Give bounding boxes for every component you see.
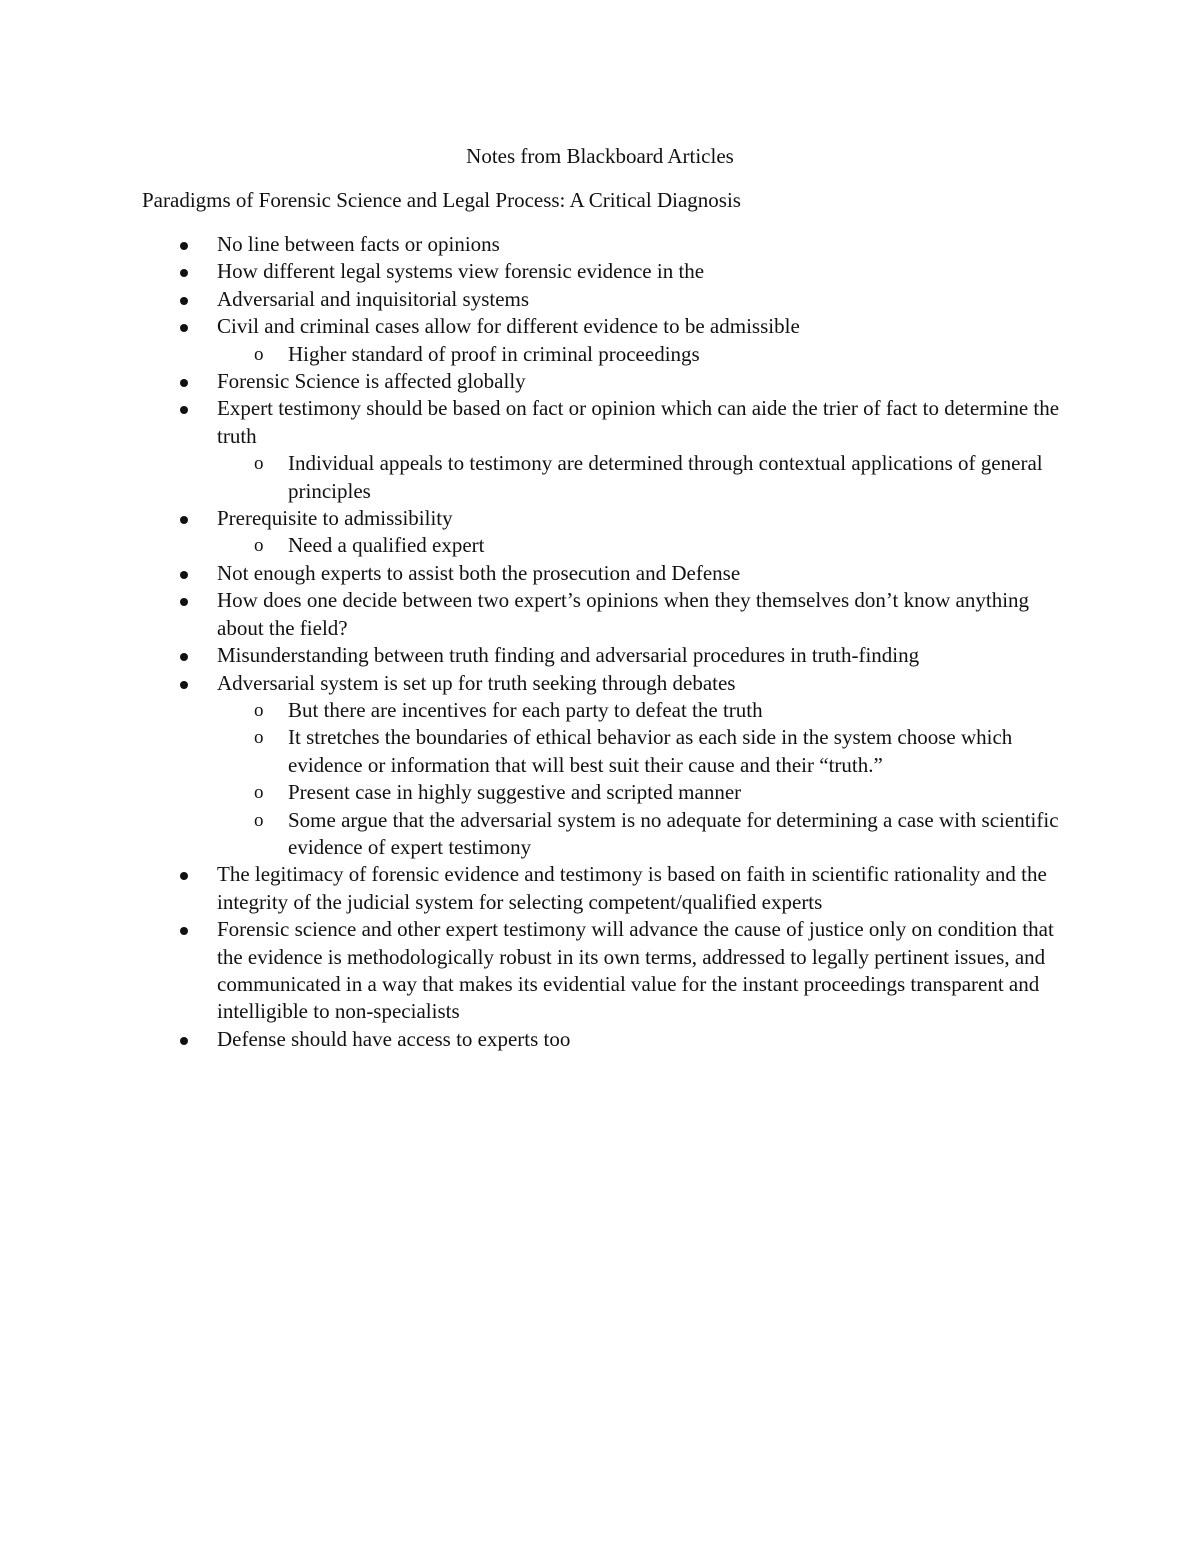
list-item [0, 313, 1067, 340]
list-item [0, 395, 1067, 450]
list-item [0, 1026, 1067, 1053]
list-item-text: Forensic Science is affected globally [217, 369, 526, 394]
sub-bullet-icon: o [254, 727, 264, 749]
sub-bullet-icon: o [254, 535, 264, 557]
list-item [0, 560, 1067, 587]
list-item [0, 286, 1067, 313]
bullet-icon [180, 242, 188, 250]
bullet-icon [180, 379, 188, 387]
bullet-icon [180, 571, 188, 579]
bullet-icon [180, 598, 188, 606]
bullet-icon [180, 324, 188, 332]
list-item [0, 861, 1067, 916]
bullet-icon [180, 297, 188, 305]
bullet-icon [180, 1037, 188, 1045]
sub-list-item [0, 807, 1068, 862]
list-item-text: Some argue that the adversarial system is no adequate for determining a case with scientific evidence of expert testimony [288, 807, 1059, 859]
list-item-text: But there are incentives for each party to defeat the truth [288, 697, 763, 722]
sub-list-item [0, 341, 1068, 368]
list-item-text: Defense should have access to experts too [217, 1026, 571, 1051]
sub-list-item [0, 724, 1068, 779]
list-item-text: How does one decide between two expert’s opinions when they themselves don’t know anything about the field? [217, 588, 1030, 640]
bullet-icon [180, 872, 188, 880]
bullet-icon [180, 927, 188, 935]
sub-list-item [0, 779, 1068, 806]
list-item-text: Not enough experts to assist both the prosecution and Defense [217, 560, 741, 585]
list-item-text: It stretches the boundaries of ethical behavior as each side in the system choose which evidence or information that will best suit their cause and their “truth.” [288, 725, 1013, 777]
list-item [0, 670, 1067, 697]
list-item-text: Present case in highly suggestive and scripted manner [288, 780, 742, 805]
list-item-text: How different legal systems view forensic evidence in the [217, 259, 705, 284]
sub-bullet-icon: o [254, 699, 264, 721]
list-item-text: Need a qualified expert [288, 533, 485, 558]
list-item [0, 258, 1067, 285]
sub-list-item [0, 697, 1068, 724]
list-item-text: Individual appeals to testimony are determined through contextual applications of general principles [288, 451, 1043, 503]
list-item-text: Misunderstanding between truth finding and adversarial procedures in truth-finding [217, 643, 920, 668]
list-item-text: The legitimacy of forensic evidence and testimony is based on faith in scientific rationality and the integrity of the judicial system for selecting competent/qualified experts [217, 862, 1047, 914]
bullet-icon [180, 653, 188, 661]
sub-bullet-icon: o [254, 782, 264, 804]
bullet-icon [180, 681, 188, 689]
list-item-text: Expert testimony should be based on fact or opinion which can aide the trier of fact to determine the truth [217, 396, 1060, 448]
sub-bullet-icon: o [254, 809, 264, 831]
sub-bullet-icon: o [254, 343, 264, 365]
list-item-text: Forensic science and other expert testimony will advance the cause of justice only on condition that the evidence is methodologically robust in its own terms, addressed to legally pertinent issues, and communicated in a way that makes its evidential value for the instant proceedings transparent and intelligible to non-specialists [217, 917, 1054, 1024]
document-title: Notes from Blackboard Articles [466, 144, 734, 168]
list-item-text: Civil and criminal cases allow for different evidence to be admissible [217, 314, 800, 339]
list-item-text: No line between facts or opinions [217, 232, 500, 256]
list-item [0, 642, 1067, 669]
list-item [0, 505, 1067, 532]
sub-list-item [0, 450, 1068, 505]
notes-list [0, 231, 1200, 1053]
sub-list-item [0, 532, 1068, 559]
list-item [0, 916, 1067, 1026]
bullet-icon [180, 516, 188, 524]
sub-bullet-icon: o [254, 453, 264, 475]
document-subtitle: Paradigms of Forensic Science and Legal Process: A Critical Diagnosis [142, 188, 741, 212]
list-item [0, 368, 1067, 395]
list-item [0, 231, 1067, 258]
list-item [0, 587, 1067, 642]
list-item-text: Adversarial system is set up for truth seeking through debates [217, 670, 736, 695]
list-item-text: Adversarial and inquisitorial systems [217, 286, 530, 311]
bullet-icon [180, 269, 188, 277]
list-item-text: Prerequisite to admissibility [217, 506, 453, 531]
bullet-icon [180, 406, 188, 414]
list-item-text: Higher standard of proof in criminal proceedings [288, 341, 700, 366]
